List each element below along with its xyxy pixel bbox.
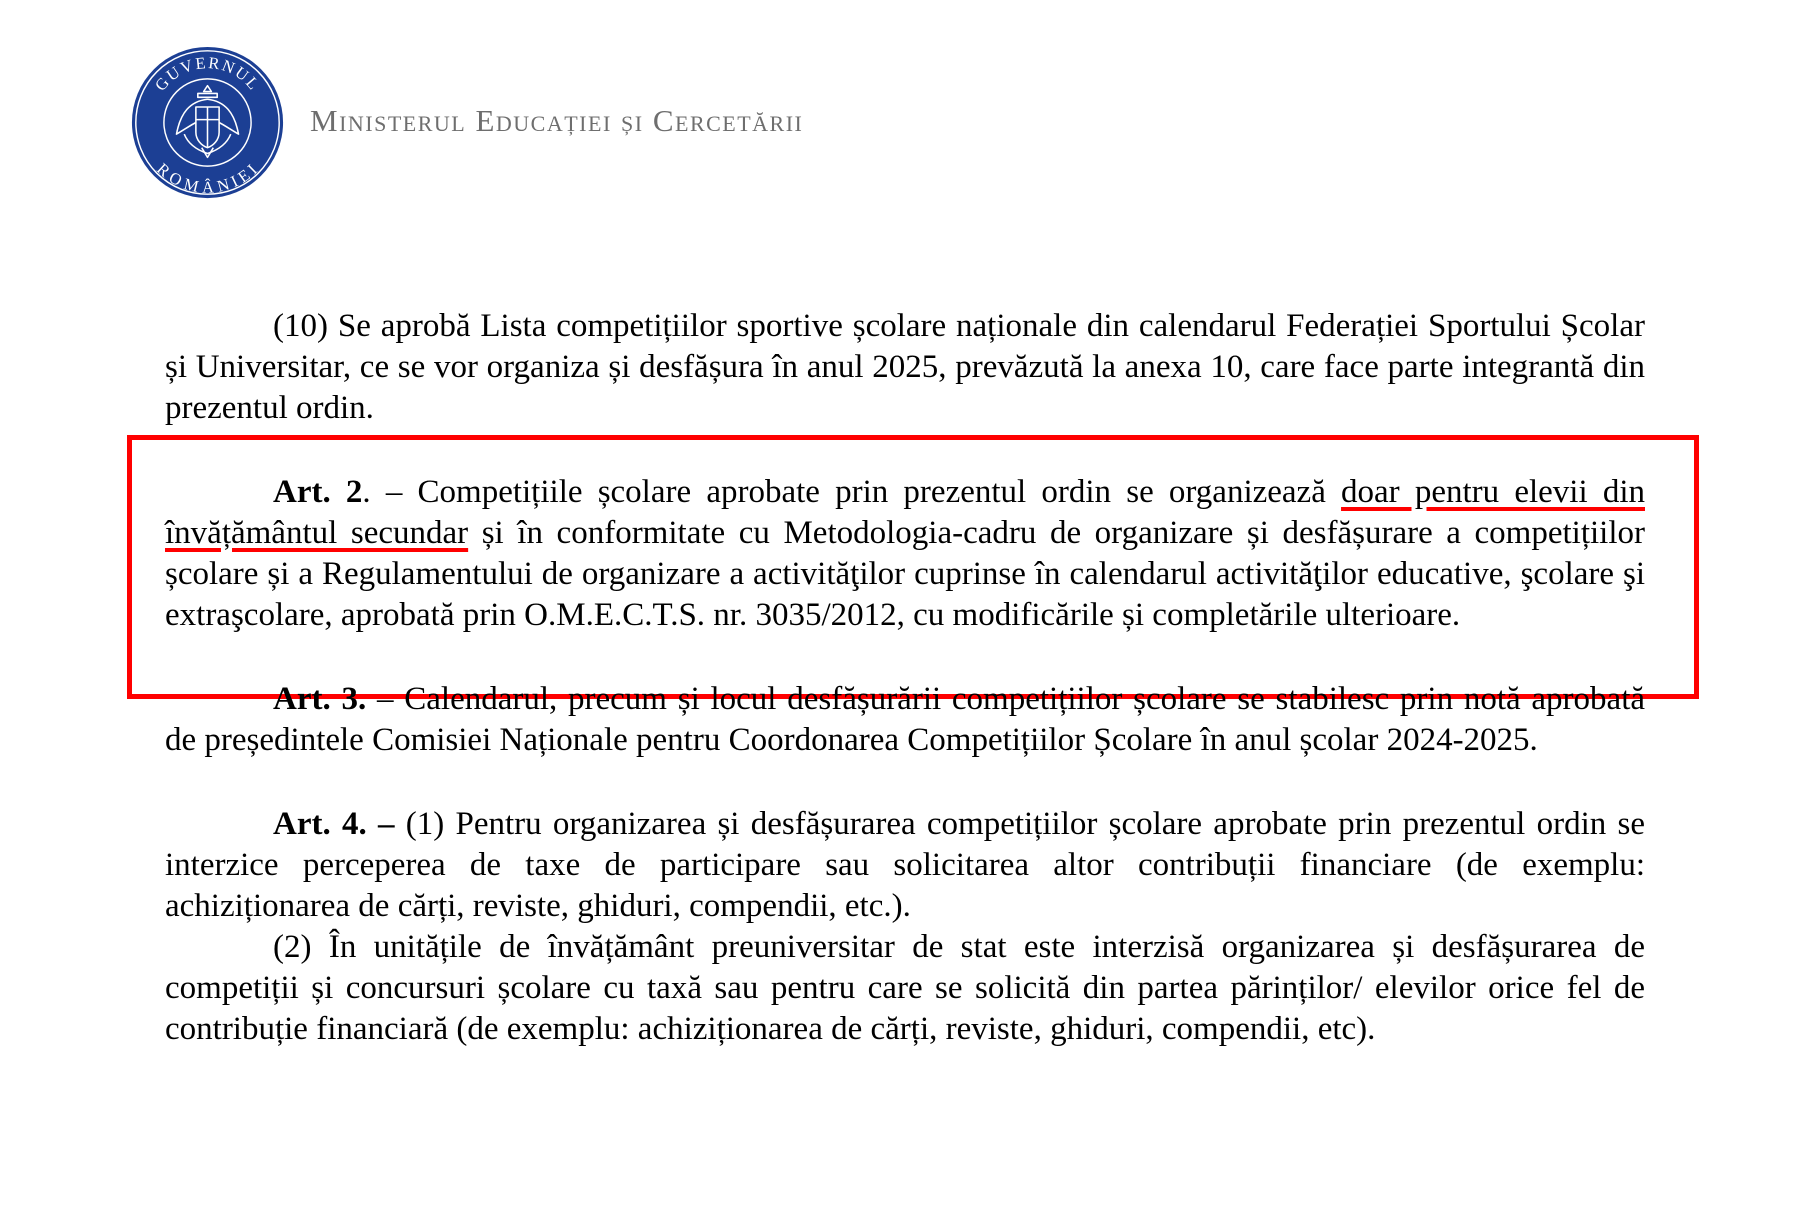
article-2-text-before: . – Competițiile școlare aprobate prin prezentul ordin se organizează [362, 474, 1342, 510]
article-3 [165, 679, 1645, 761]
seal-bottom-text: ROMÂNIEI [153, 159, 263, 197]
paragraph-10: (10) Se aprobă Lista competițiilor sportive școlare naționale din calendarul Federației Sportului Școlar și Universitar, ce se vor organiza și desfășura în anul 2025, prevăzută la anexa 10, care face parte integrantă din prezentul ordin. [165, 308, 1645, 426]
article-4-paragraph-1 [165, 804, 1645, 927]
article-3-text: – Calendarul, precum și locul desfășurării competițiilor școlare se stabilesc prin notă aprobată de președintele Comisiei Naționale pentru Coordonarea Competițiilor Școlare în anul școlar 2024-2025. [165, 681, 1646, 758]
document-body [165, 306, 1645, 1050]
article-4-paragraph-2: (2) În unitățile de învățământ preuniversitar de stat este interzisă organizarea și desfășurarea de competiții și concursuri școlare cu taxă sau pentru care se solicită din partea părinților/ elevilor orice fel de contribuție financiară (de exemplu: achiziționarea de cărți, reviste, ghiduri, compendii, etc). [165, 929, 1645, 1047]
article-2 [165, 472, 1645, 636]
article-3-label: Art. 3. [273, 681, 367, 717]
article-4-label: Art. 4. – [273, 806, 395, 842]
article-2-text-after: și în conformitate cu Metodologia-cadru de organizare și desfășurare a competițiilor școlare și a Regulamentului de organizare a activităţilor cuprinse în calendarul activităţilor educative, şcolare şi extraşcolare, aprobată prin O.M.E.C.T.S. nr. 3035/2012, cu modificările și completările ulterioare. [165, 515, 1645, 633]
government-seal-icon [130, 45, 285, 200]
article-4-p1-number: (1) [394, 806, 445, 842]
underlined-phrase: doar pentru elevii din învățământul secundar [165, 474, 1645, 551]
document-header [130, 45, 1130, 205]
seal-top-text: GUVERNUL [150, 52, 265, 95]
ministry-name: Ministerul Educației și Cercetării [310, 103, 804, 138]
article-4-p1-text: Pentru organizarea și desfășurarea competițiilor școlare aprobate prin prezentul ordin se interzice perceperea de taxe de participare sau solicitarea altor contribuții financiare (de exemplu: achiziționarea de cărți, reviste, ghiduri, compendii, etc.). [165, 806, 1646, 924]
article-2-label: Art. 2 [273, 474, 363, 510]
